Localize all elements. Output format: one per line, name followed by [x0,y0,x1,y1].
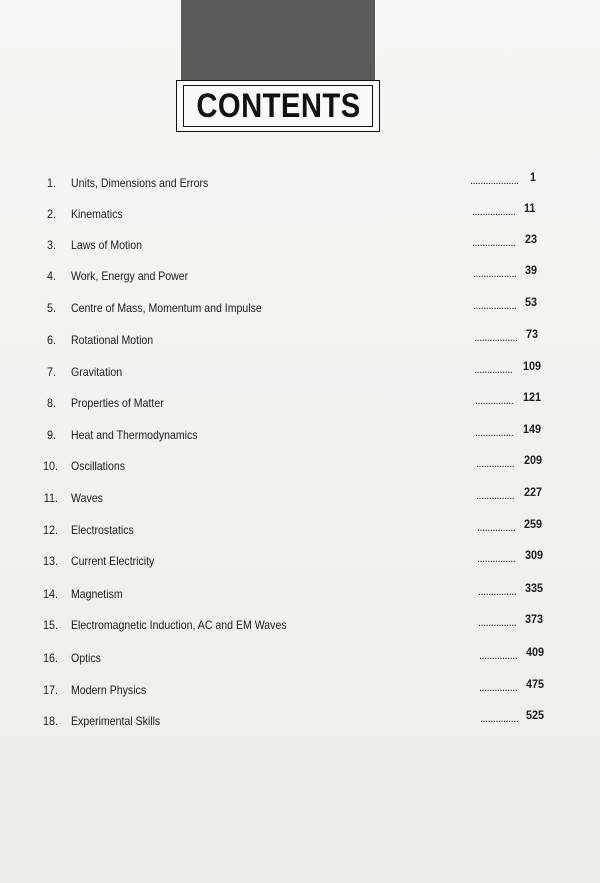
toc-entry-number: 11. [43,491,58,505]
toc-entry-title: Oscillations [71,459,125,473]
toc-entry-leader: ............... [475,427,514,439]
toc-entry-number: 7. [46,365,56,379]
toc-entry-page: 53 [525,295,538,309]
toc-entry-title: Heat and Thermodynamics [71,428,198,442]
toc-entry-page: 525 [526,708,545,722]
toc-entry-page: 209 [524,453,543,467]
toc-entry-number: 5. [46,301,56,315]
toc-entry-page: 1 [530,170,537,184]
toc-entry [0,645,600,668]
toc-entry-title: Experimental Skills [71,714,161,728]
toc-entry-leader: ................. [473,300,517,312]
toc-entry-number: 8. [46,396,56,410]
toc-entry-title: Centre of Mass, Momentum and Impulse [71,301,262,315]
toc-entry-title: Kinematics [71,207,123,221]
toc-entry-page: 121 [523,390,542,404]
toc-entry-page: 11 [524,201,536,215]
toc-entry-number: 10. [42,459,58,473]
toc-entry-leader: ................. [473,268,517,280]
toc-entry-title: Modern Physics [71,683,147,697]
toc-entry-title: Properties of Matter [71,396,164,410]
toc-entry-page: 409 [526,645,545,659]
toc-entry-page: 475 [526,677,545,691]
toc-entry-leader: ............... [474,364,513,376]
toc-entry-leader: ............... [479,682,518,694]
toc-entry [0,517,600,540]
toc-entry [0,677,600,700]
toc-entry-page: 109 [523,359,542,373]
toc-entry-leader: ............... [478,586,517,598]
toc-entry-leader: ................... [470,175,519,187]
toc-entry [0,232,600,255]
toc-entry-title: Electrostatics [71,523,134,537]
toc-entry-number: 9. [46,428,56,442]
toc-entry-title: Laws of Motion [71,238,143,252]
toc-entry-leader: ............... [477,553,516,565]
toc-entry [0,453,600,476]
toc-entry-number: 14. [42,587,58,601]
toc-entry-leader: ................. [474,332,518,344]
toc-entry-page: 335 [525,581,544,595]
toc-entry [0,201,600,224]
toc-entry-leader: ............... [476,490,515,502]
toc-entry-title: Units, Dimensions and Errors [71,176,209,190]
toc-entry [0,708,600,731]
toc-entry-number: 1. [46,176,56,190]
toc-entry-title: Work, Energy and Power [71,269,189,283]
toc-entry-number: 12. [42,523,58,537]
toc-entry-number: 13. [42,554,58,568]
toc-entry-title: Optics [71,651,101,665]
toc-entry-leader: ................. [472,206,516,218]
toc-entry-title: Magnetism [71,587,123,601]
toc-entry-number: 17. [42,683,58,697]
toc-entry-title: Rotational Motion [71,333,154,347]
toc-entry-number: 3. [46,238,56,252]
toc-entry [0,295,600,318]
toc-entry-leader: ............... [476,458,515,470]
toc-entry [0,263,600,286]
toc-entry [0,390,600,413]
toc-entry-leader: ................. [472,237,516,249]
toc-entry-page: 73 [526,327,539,341]
toc-entry-title: Current Electricity [71,554,155,568]
toc-entry [0,327,600,350]
page-title: CONTENTS [195,86,361,125]
toc-entry-page: 23 [525,232,538,246]
toc-entry [0,485,600,508]
toc-entry-page: 259 [524,517,543,531]
toc-entry-number: 16. [42,651,58,665]
toc-entry-page: 39 [525,263,538,277]
toc-entry-number: 4. [46,269,56,283]
toc-entry [0,581,600,604]
toc-entry-number: 15. [42,618,58,632]
toc-entry [0,612,600,635]
toc-entry-page: 309 [525,548,544,562]
toc-entry-leader: ............... [479,650,518,662]
toc-entry-leader: ............... [477,522,516,534]
toc-entry-page: 373 [525,612,544,626]
toc-entry-page: 149 [523,422,542,436]
toc-entry-number: 2. [46,207,56,221]
toc-entry-title: Gravitation [71,365,123,379]
toc-entry [0,359,600,382]
toc-entry [0,422,600,445]
toc-entry-title: Electromagnetic Induction, AC and EM Waves [71,618,287,632]
toc-entry-leader: ............... [475,395,514,407]
toc-entry-leader: ............... [480,713,519,725]
toc-entry-leader: ............... [478,617,517,629]
toc-entry-page: 227 [524,485,543,499]
toc-entry [0,170,600,193]
toc-entry-title: Waves [71,491,103,505]
toc-entry-number: 18. [42,714,58,728]
toc-entry-number: 6. [46,333,56,347]
toc-entry [0,548,600,571]
